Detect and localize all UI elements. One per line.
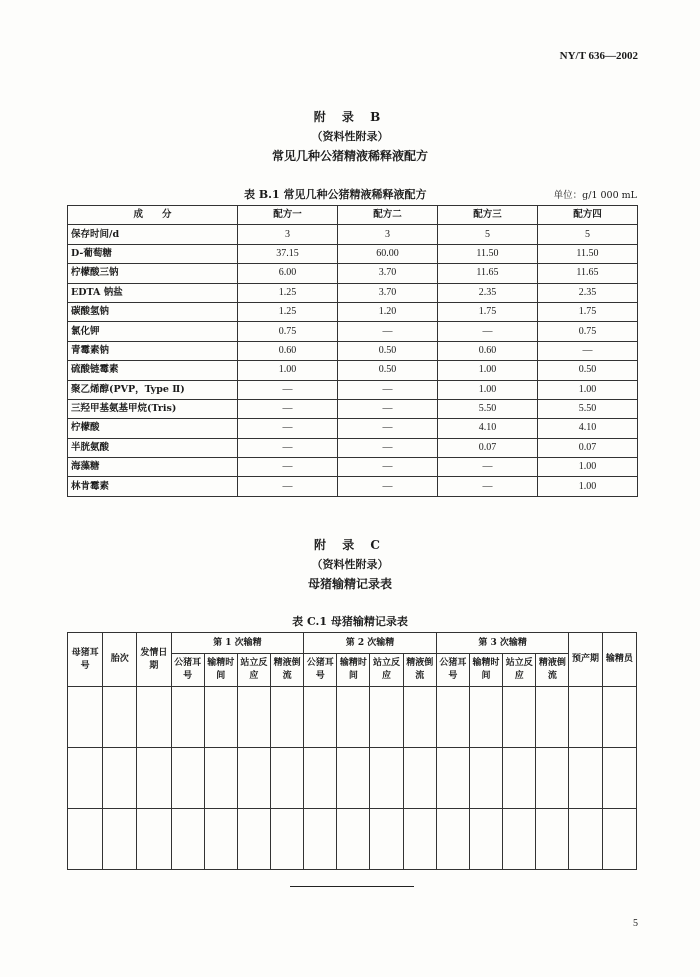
- ingredient-value: —: [438, 458, 538, 477]
- record-cell: [237, 748, 270, 809]
- col-sow-ear: 母猪耳号: [68, 633, 103, 687]
- group-1: 第 1 次输精: [171, 633, 304, 654]
- ingredient-value: 0.75: [238, 322, 338, 341]
- table-row: [68, 341, 638, 360]
- ingredient-value: 2.35: [438, 283, 538, 302]
- col-operator: 输精员: [602, 633, 636, 687]
- appendix-b-subtitle: 常见几种公猪精液稀释液配方: [271, 149, 428, 163]
- sub-standing: 站立反应: [370, 654, 403, 687]
- ingredient-value: 0.50: [538, 361, 638, 380]
- record-cell: [602, 687, 636, 748]
- footer-rule: [290, 886, 414, 887]
- ingredient-value: 60.00: [338, 244, 438, 263]
- record-cell: [469, 748, 502, 809]
- ingredient-value: 0.75: [538, 322, 638, 341]
- record-cell: [370, 748, 403, 809]
- ingredient-value: —: [238, 419, 338, 438]
- table-row: [68, 477, 638, 496]
- ingredient-value: 1.00: [538, 458, 638, 477]
- ingredient-value: 3: [238, 225, 338, 244]
- record-cell: [304, 809, 337, 870]
- sub-backflow: 精液倒流: [403, 654, 436, 687]
- ingredient-value: —: [338, 399, 438, 418]
- ingredient-value: 3.70: [338, 264, 438, 283]
- record-cell: [68, 687, 103, 748]
- table-row: [68, 361, 638, 380]
- ingredient-value: —: [338, 380, 438, 399]
- ingredient-name: 柠檬酸三钠: [68, 264, 238, 283]
- table-row: [68, 419, 638, 438]
- table-c1: [67, 632, 637, 870]
- ingredient-name: 海藻糖: [68, 458, 238, 477]
- standard-code: NY/T 636—2002: [559, 50, 638, 62]
- record-cell: [536, 748, 569, 809]
- ingredient-name: 碳酸氢钠: [68, 302, 238, 321]
- record-cell: [237, 809, 270, 870]
- record-cell: [337, 748, 370, 809]
- table-b1-header-row: [68, 206, 638, 225]
- record-cell: [171, 748, 204, 809]
- record-cell: [270, 748, 303, 809]
- record-cell: [103, 687, 137, 748]
- record-cell: [569, 748, 602, 809]
- record-row: [68, 809, 637, 870]
- ingredient-value: 1.75: [538, 302, 638, 321]
- ingredient-value: —: [238, 438, 338, 457]
- record-cell: [204, 809, 237, 870]
- sub-insem-time: 输精时间: [469, 654, 502, 687]
- record-cell: [503, 809, 536, 870]
- ingredient-value: —: [338, 438, 438, 457]
- record-cell: [103, 809, 137, 870]
- ingredient-name: D-葡萄糖: [68, 244, 238, 263]
- table-row: [68, 438, 638, 457]
- ingredient-value: 1.75: [438, 302, 538, 321]
- col-parity: 胎次: [103, 633, 137, 687]
- table-row: [68, 302, 638, 321]
- ingredient-value: 5.50: [438, 399, 538, 418]
- record-cell: [304, 687, 337, 748]
- ingredient-value: 1.00: [538, 380, 638, 399]
- record-cell: [68, 809, 103, 870]
- record-cell: [270, 687, 303, 748]
- ingredient-value: 0.60: [238, 341, 338, 360]
- record-cell: [569, 809, 602, 870]
- ingredient-value: 4.10: [538, 419, 638, 438]
- col-estrus-date: 发情日期: [137, 633, 171, 687]
- record-cell: [68, 748, 103, 809]
- record-cell: [536, 809, 569, 870]
- record-cell: [270, 809, 303, 870]
- record-cell: [370, 687, 403, 748]
- ingredient-value: 1.00: [238, 361, 338, 380]
- record-cell: [171, 687, 204, 748]
- ingredient-value: —: [338, 477, 438, 496]
- ingredient-name: EDTA 钠盐: [68, 283, 238, 302]
- ingredient-value: 0.07: [438, 438, 538, 457]
- sub-backflow: 精液倒流: [536, 654, 569, 687]
- appendix-b-title: 附 录 B: [313, 110, 387, 124]
- record-cell: [569, 687, 602, 748]
- ingredient-name: 聚乙烯醇(PVP，Type Ⅱ): [68, 380, 238, 399]
- record-cell: [469, 687, 502, 748]
- record-cell: [137, 748, 171, 809]
- ingredient-name: 青霉素钠: [68, 341, 238, 360]
- ingredient-name: 三羟甲基氨基甲烷(Tris): [68, 399, 238, 418]
- record-cell: [469, 809, 502, 870]
- table-b1: [67, 205, 638, 497]
- ingredient-value: 3: [338, 225, 438, 244]
- table-b1-header-cell: 成 分: [68, 206, 238, 225]
- record-cell: [503, 687, 536, 748]
- ingredient-value: —: [538, 341, 638, 360]
- table-row: [68, 399, 638, 418]
- record-cell: [403, 687, 436, 748]
- table-b1-header-cell: 配方四: [538, 206, 638, 225]
- ingredient-value: 11.50: [538, 244, 638, 263]
- sub-insem-time: 输精时间: [337, 654, 370, 687]
- record-row: [68, 748, 637, 809]
- table-row: [68, 225, 638, 244]
- ingredient-value: 0.07: [538, 438, 638, 457]
- ingredient-value: 3.70: [338, 283, 438, 302]
- ingredient-value: 5: [538, 225, 638, 244]
- record-cell: [171, 809, 204, 870]
- record-cell: [204, 748, 237, 809]
- record-cell: [370, 809, 403, 870]
- ingredient-value: —: [238, 399, 338, 418]
- table-b1-unit: 单位：g/1 000 mL: [553, 190, 637, 201]
- ingredient-value: 37.15: [238, 244, 338, 263]
- ingredient-value: —: [238, 380, 338, 399]
- ingredient-value: 1.25: [238, 302, 338, 321]
- record-cell: [137, 809, 171, 870]
- record-cell: [103, 748, 137, 809]
- table-c1-caption: 表 C.1 母猪输精记录表: [292, 615, 408, 628]
- appendix-c-note: （资料性附录）: [311, 558, 389, 571]
- ingredient-name: 硫酸链霉素: [68, 361, 238, 380]
- ingredient-value: 6.00: [238, 264, 338, 283]
- ingredient-value: —: [238, 477, 338, 496]
- page-number: 5: [633, 918, 638, 929]
- ingredient-value: 5: [438, 225, 538, 244]
- record-cell: [337, 687, 370, 748]
- record-cell: [602, 809, 636, 870]
- ingredient-value: 2.35: [538, 283, 638, 302]
- record-cell: [237, 687, 270, 748]
- table-row: [68, 322, 638, 341]
- record-cell: [503, 748, 536, 809]
- sub-boar-ear: 公猪耳号: [436, 654, 469, 687]
- group-3: 第 3 次输精: [436, 633, 569, 654]
- record-cell: [436, 748, 469, 809]
- appendix-c-title: 附 录 C: [314, 538, 386, 552]
- table-b1-header-cell: 配方二: [338, 206, 438, 225]
- appendix-b-note: （资料性附录）: [311, 130, 389, 143]
- ingredient-value: 11.50: [438, 244, 538, 263]
- table-b1-caption: 表 B.1 常见几种公猪精液稀释液配方: [244, 188, 427, 201]
- ingredient-value: —: [238, 458, 338, 477]
- ingredient-name: 氯化钾: [68, 322, 238, 341]
- sub-insem-time: 输精时间: [204, 654, 237, 687]
- col-due-date: 预产期: [569, 633, 602, 687]
- ingredient-name: 保存时间/d: [68, 225, 238, 244]
- ingredient-value: —: [438, 477, 538, 496]
- sub-boar-ear: 公猪耳号: [171, 654, 204, 687]
- table-row: [68, 264, 638, 283]
- ingredient-value: 4.10: [438, 419, 538, 438]
- ingredient-value: 1.00: [438, 361, 538, 380]
- record-cell: [436, 687, 469, 748]
- record-cell: [436, 809, 469, 870]
- ingredient-name: 柠檬酸: [68, 419, 238, 438]
- table-b1-header-cell: 配方三: [438, 206, 538, 225]
- ingredient-value: 1.00: [538, 477, 638, 496]
- ingredient-value: 1.20: [338, 302, 438, 321]
- ingredient-name: 林肯霉素: [68, 477, 238, 496]
- sub-standing: 站立反应: [503, 654, 536, 687]
- ingredient-value: —: [338, 322, 438, 341]
- ingredient-value: 11.65: [538, 264, 638, 283]
- appendix-c-subtitle: 母猪输精记录表: [307, 577, 392, 591]
- record-cell: [137, 687, 171, 748]
- ingredient-value: 5.50: [538, 399, 638, 418]
- table-row: [68, 458, 638, 477]
- record-cell: [403, 748, 436, 809]
- record-cell: [204, 687, 237, 748]
- ingredient-value: 0.60: [438, 341, 538, 360]
- ingredient-value: 1.00: [438, 380, 538, 399]
- record-cell: [403, 809, 436, 870]
- table-b1-header-cell: 配方一: [238, 206, 338, 225]
- record-cell: [536, 687, 569, 748]
- ingredient-value: —: [438, 322, 538, 341]
- record-row: [68, 687, 637, 748]
- ingredient-name: 半胱氨酸: [68, 438, 238, 457]
- ingredient-value: 0.50: [338, 361, 438, 380]
- sub-standing: 站立反应: [237, 654, 270, 687]
- table-row: [68, 283, 638, 302]
- record-cell: [337, 809, 370, 870]
- ingredient-value: —: [338, 458, 438, 477]
- record-cell: [304, 748, 337, 809]
- sub-boar-ear: 公猪耳号: [304, 654, 337, 687]
- sub-backflow: 精液倒流: [270, 654, 303, 687]
- ingredient-value: 11.65: [438, 264, 538, 283]
- table-row: [68, 380, 638, 399]
- ingredient-value: 0.50: [338, 341, 438, 360]
- record-cell: [602, 748, 636, 809]
- ingredient-value: —: [338, 419, 438, 438]
- group-2: 第 2 次输精: [304, 633, 437, 654]
- ingredient-value: 1.25: [238, 283, 338, 302]
- table-row: [68, 244, 638, 263]
